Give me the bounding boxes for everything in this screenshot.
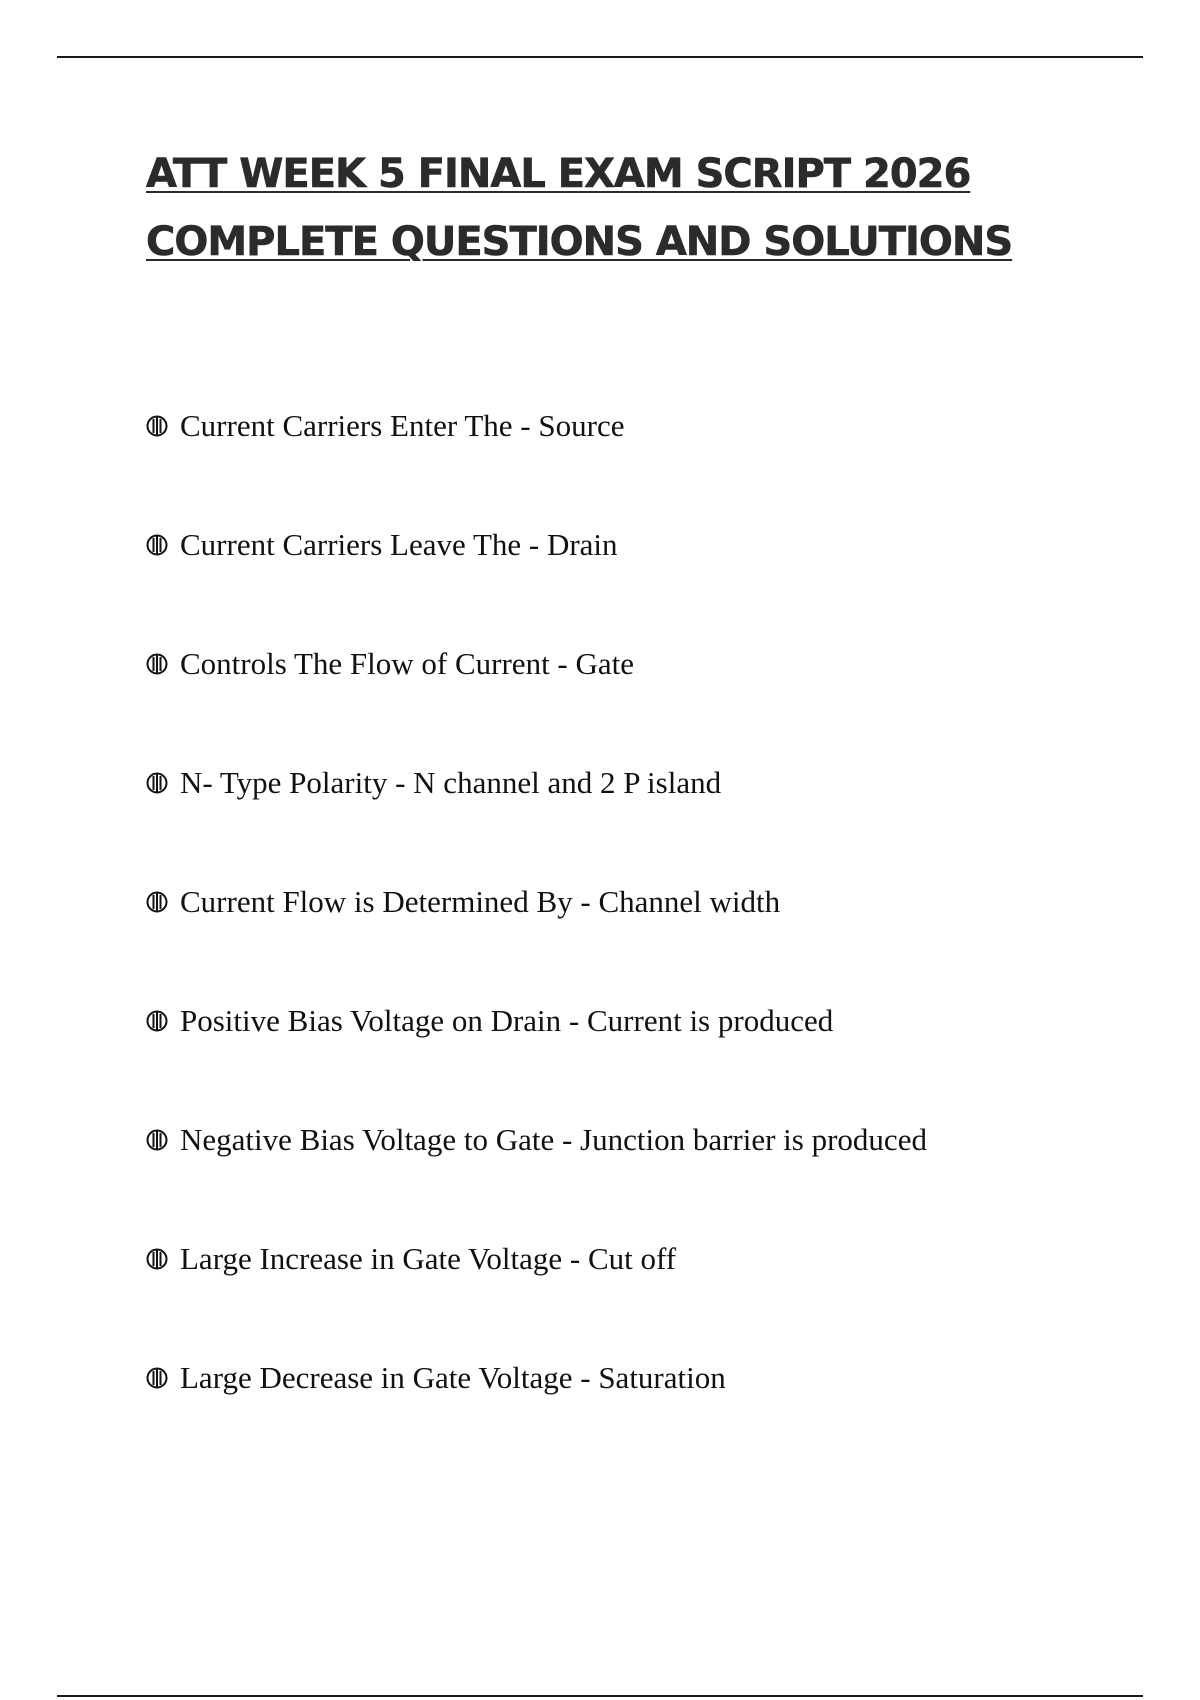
striped-circle-icon [146, 1129, 168, 1151]
item-text: Negative Bias Voltage to Gate - Junction barrier is produced [180, 1122, 927, 1157]
striped-circle-icon [146, 1248, 168, 1270]
striped-circle-icon [146, 1367, 168, 1389]
item-text: Current Carriers Leave The - Drain [180, 527, 618, 562]
top-divider [57, 56, 1143, 58]
list-item [146, 1122, 927, 1241]
item-text: Current Carriers Enter The - Source [180, 408, 625, 443]
item-text: Positive Bias Voltage on Drain - Current is produced [180, 1003, 834, 1038]
list-item [146, 884, 927, 1003]
page-title [146, 140, 1126, 276]
item-text: Large Decrease in Gate Voltage - Saturation [180, 1360, 726, 1395]
list-item [146, 1003, 927, 1122]
question-answer-list [146, 408, 927, 1479]
item-text: Current Flow is Determined By - Channel width [180, 884, 781, 919]
striped-circle-icon [146, 534, 168, 556]
list-item [146, 646, 927, 765]
item-text: Controls The Flow of Current - Gate [180, 646, 635, 681]
title-line-2: COMPLETE QUESTIONS AND SOLUTIONS [146, 219, 1013, 265]
striped-circle-icon [146, 415, 168, 437]
item-text: Large Increase in Gate Voltage - Cut off [180, 1241, 677, 1276]
list-item [146, 765, 927, 884]
list-item [146, 527, 927, 646]
title-line-1: ATT WEEK 5 FINAL EXAM SCRIPT 2026 [146, 151, 971, 197]
list-item [146, 1360, 927, 1479]
list-item [146, 408, 927, 527]
item-text: N- Type Polarity - N channel and 2 P island [180, 765, 722, 800]
striped-circle-icon [146, 1010, 168, 1032]
striped-circle-icon [146, 653, 168, 675]
list-item [146, 1241, 927, 1360]
striped-circle-icon [146, 772, 168, 794]
striped-circle-icon [146, 891, 168, 913]
bottom-divider [57, 1695, 1143, 1697]
